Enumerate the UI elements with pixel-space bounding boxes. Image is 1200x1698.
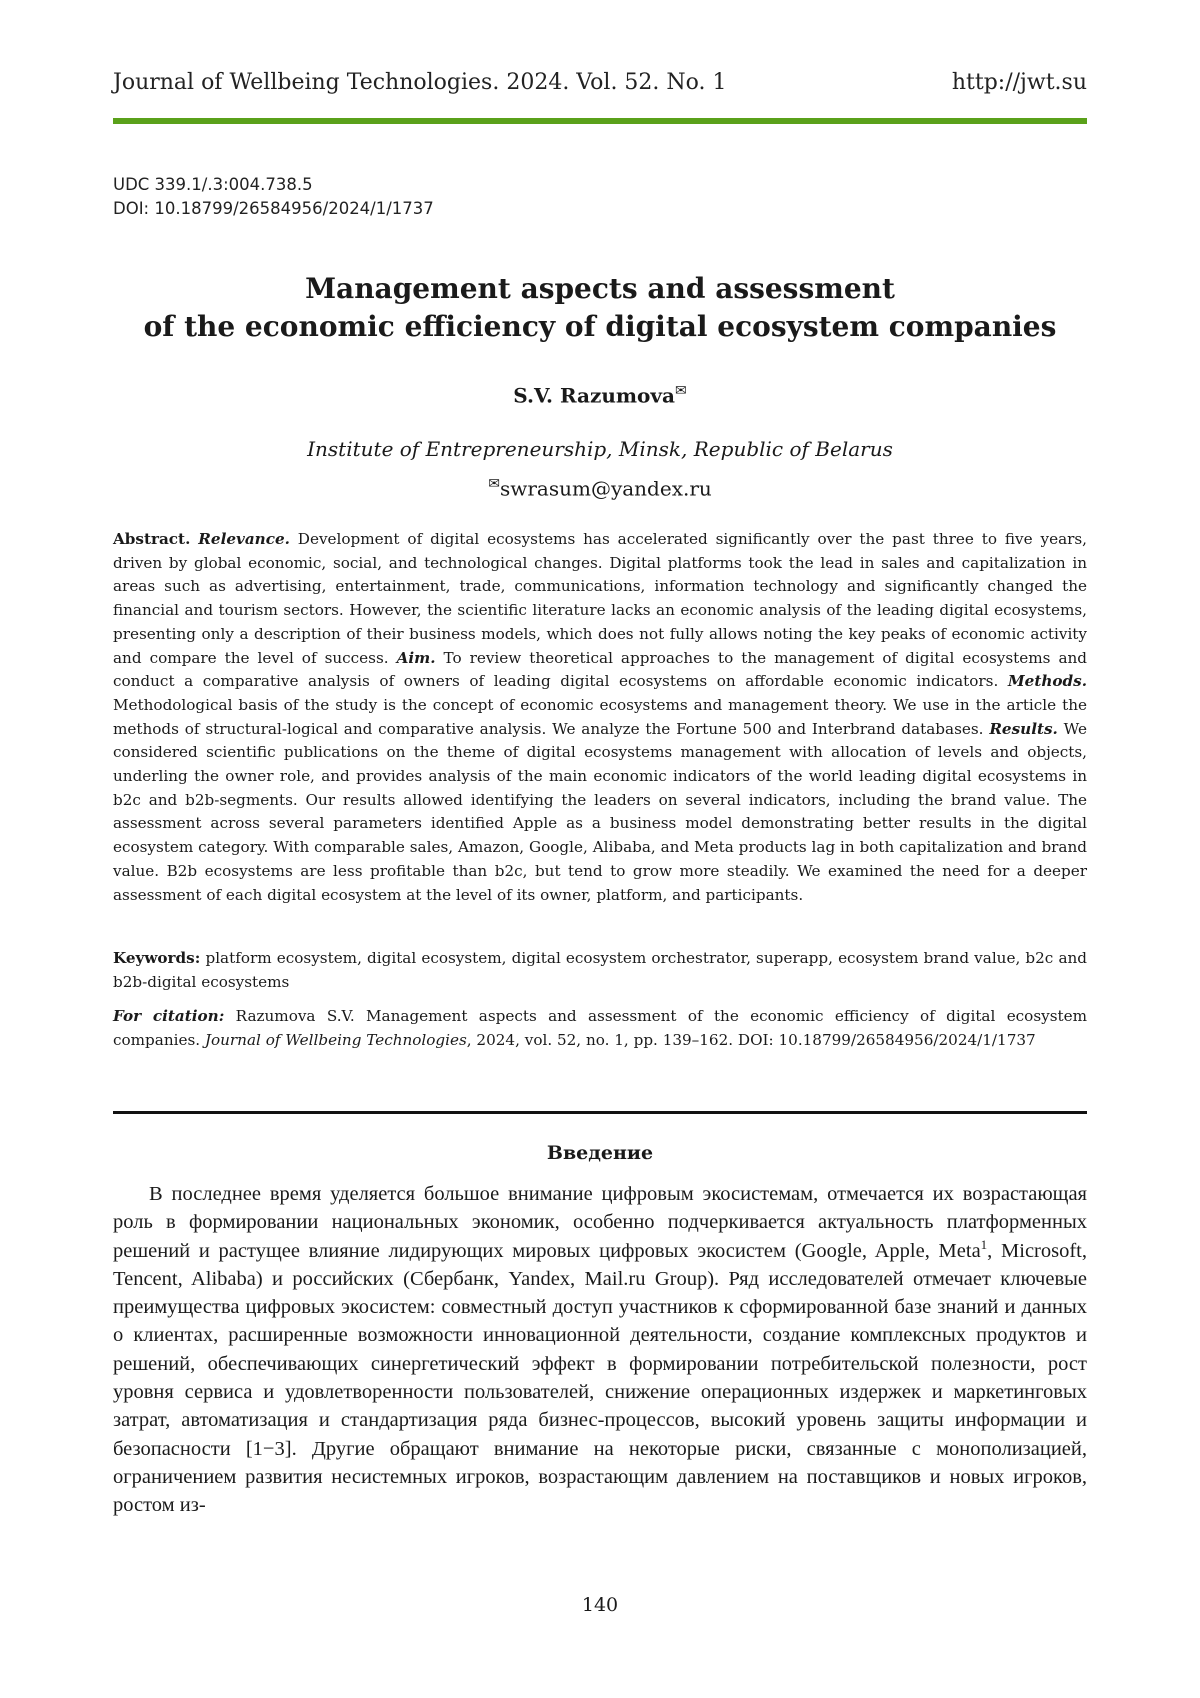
running-header xyxy=(113,70,1087,95)
citation-text-before: Razumova S.V. Management aspects and assessment of the economic efficiency of digital ecosystem companies. xyxy=(113,1007,1087,1049)
journal-name: Journal of Wellbeing Technologies. 2024. Vol. 52. No. 1 xyxy=(113,70,727,95)
author xyxy=(113,383,1087,408)
journal-url[interactable]: http://jwt.su xyxy=(952,70,1087,95)
methods-text: Methodological basis of the study is the concept of economic ecosystems and management theory. We use in the article the methods of structural-logical and comparative analysis. We analyze the Fortune 500 and Interbrand databases. xyxy=(113,696,1087,738)
email-address[interactable]: swrasum@yandex.ru xyxy=(500,477,712,501)
relevance-label: Relevance. xyxy=(198,530,290,548)
keywords-label: Keywords: xyxy=(113,949,200,967)
footnote-ref[interactable]: 1 xyxy=(981,1237,988,1252)
header-rule xyxy=(113,118,1087,124)
section-heading: Введение xyxy=(113,1142,1087,1164)
abstract-label: Abstract. xyxy=(113,530,190,548)
article-title xyxy=(113,270,1087,346)
citation-label: For citation: xyxy=(113,1007,224,1025)
aim-text: To review theoretical approaches to the management of digital ecosystems and conduct a comparative analysis of owners of leading digital ecosystems on affordable economic indicators. xyxy=(113,649,1087,691)
citation-text-after: , 2024, vol. 52, no. 1, pp. 139–162. DOI: 10.18799/26584956/2024/1/1737 xyxy=(467,1031,1036,1049)
relevance-text: Development of digital ecosystems has accelerated significantly over the past three to five years, driven by global economic, social, and technological changes. Digital platforms took the lead in sales and capitalization in areas such as advertising, entertainment, trade, communications, information technology and significantly changed the financial and tourism sectors. However, the scientific literature lacks an economic analysis of the leading digital ecosystems, presenting only a description of their business models, which does not fully allows noting the key peaks of economic activity and compare the level of success. xyxy=(113,530,1087,667)
results-label: Results. xyxy=(989,720,1058,738)
intro-text-part-1: В последнее время уделяется большое внимание цифровым экосистемам, отмечается их возрастающая роль в формировании национальных экономик, особенно подчеркивается актуальность платформенных решений и растущее влияние лидирующих мировых цифровых экосистем (Google, Apple, Meta xyxy=(113,1183,1087,1262)
article-identifiers xyxy=(113,173,434,221)
journal-page xyxy=(0,0,1200,1698)
udc-code: UDC 339.1/.3:004.738.5 xyxy=(113,173,434,197)
author-email[interactable] xyxy=(113,476,1087,501)
envelope-icon: ✉ xyxy=(675,383,687,399)
results-text: We considered scientific publications on the theme of digital ecosystems management with allocation of levels and objects, underling the owner role, and provides analysis of the main economic indicators of the world leading digital ecosystems in b2c and b2b-segments. Our results allowed identifying the leaders on several indicators, including the brand value. The assessment across several parameters identified Apple as a business model demonstrating better results in the digital ecosystem category. With comparable sales, Amazon, Google, Alibaba, and Meta products lag in both capitalization and brand value. B2b ecosystems are less profitable than b2c, but tend to grow more steadily. We examined the need for a deeper assessment of each digital ecosystem at the level of its owner, platform, and participants. xyxy=(113,720,1087,904)
doi: DOI: 10.18799/26584956/2024/1/1737 xyxy=(113,197,434,221)
page-number: 140 xyxy=(113,1594,1087,1616)
intro-paragraph xyxy=(113,1180,1087,1520)
keywords xyxy=(113,947,1087,994)
affiliation: Institute of Entrepreneurship, Minsk, Republic of Belarus xyxy=(113,437,1087,461)
abstract xyxy=(113,528,1087,907)
title-line-2: of the economic efficiency of digital ecosystem companies xyxy=(113,308,1087,346)
aim-label: Aim. xyxy=(397,649,436,667)
methods-label: Methods. xyxy=(1008,672,1087,690)
citation xyxy=(113,1005,1087,1052)
section-divider xyxy=(113,1111,1087,1114)
intro-text-part-2: , Microsoft, Tencent, Alibaba) и российских (Сбербанк, Yandex, Mail.ru Group). Ряд исследователей отмечает ключевые преимущества цифровых экосистем: совместный доступ участников к сформированной базе знаний и данных о клиентах, расширенные возможности инновационной деятельности, создание комплексных продуктов и решений, обеспечивающих синергетический эффект в формировании потребительской полезности, рост уровня сервиса и удовлетворенности пользователей, снижение операционных издержек и маркетинговых затрат, автоматизация и стандартизация ряда бизнес-процессов, высокий уровень защиты информации и безопасности [1−3]. Другие обращают внимание на некоторые риски, связанные с монополизацией, ограничением развития несистемных игроков, возрастающим давлением на поставщиков и новых игроков, ростом из- xyxy=(113,1240,1087,1517)
keywords-text: platform ecosystem, digital ecosystem, digital ecosystem orchestrator, superapp, ecosystem brand value, b2c and b2b-digital ecosystems xyxy=(113,949,1087,991)
author-name: S.V. Razumova xyxy=(513,384,675,408)
title-line-1: Management aspects and assessment xyxy=(113,270,1087,308)
envelope-icon: ✉ xyxy=(488,476,500,492)
citation-journal: Journal of Wellbeing Technologies xyxy=(205,1031,467,1049)
